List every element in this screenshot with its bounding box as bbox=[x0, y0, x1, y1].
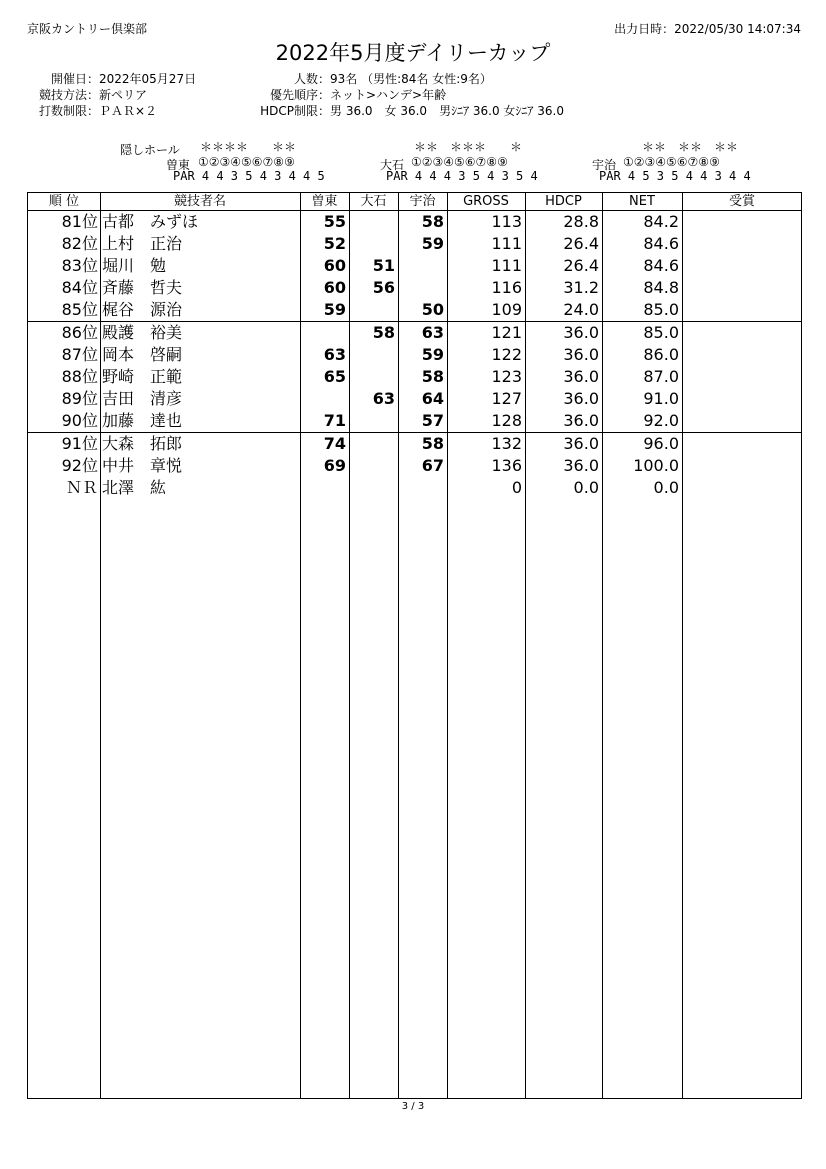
cell-name: 大森 拓郎 bbox=[102, 434, 183, 453]
cell-uji: 63 bbox=[421, 323, 444, 342]
course-oishi-par: PAR 4 4 4 3 5 4 3 5 4 bbox=[386, 169, 538, 183]
cell-rank: 89位 bbox=[61, 389, 98, 408]
cell-sotou bbox=[300, 389, 346, 409]
cell-name: 上村 正治 bbox=[102, 234, 183, 253]
method-label: 競技方法： bbox=[38, 88, 99, 102]
cell-net: 100.0 bbox=[633, 456, 679, 475]
hdcp-label: HDCP制限： bbox=[260, 104, 330, 118]
cell-net: 85.0 bbox=[643, 300, 679, 319]
cell-name: 岡本 啓嗣 bbox=[102, 345, 183, 364]
col-gross: GROSS bbox=[463, 194, 509, 209]
cell-award bbox=[682, 411, 800, 431]
limit-label: 打数制限： bbox=[38, 104, 99, 118]
cell-net: 84.8 bbox=[643, 278, 679, 297]
cell-award bbox=[682, 278, 800, 298]
cell-rank: 88位 bbox=[61, 367, 98, 386]
cell-name: 梶谷 源治 bbox=[102, 300, 183, 319]
cell-award bbox=[682, 234, 800, 254]
cell-oishi: 63 bbox=[372, 389, 395, 408]
cell-award bbox=[682, 456, 800, 476]
cell-award bbox=[682, 389, 800, 409]
cell-uji bbox=[398, 278, 444, 298]
page-number: 3 / 3 bbox=[401, 1101, 425, 1112]
cell-sotou: 69 bbox=[323, 456, 346, 475]
cell-net: 87.0 bbox=[643, 367, 679, 386]
course-uji-numbers: ①②③④⑤⑥⑦⑧⑨ bbox=[623, 155, 720, 169]
cell-gross: 136 bbox=[491, 456, 522, 475]
club-name: 京阪カントリー倶楽部 bbox=[27, 22, 148, 36]
cell-oishi bbox=[349, 345, 395, 365]
cell-sotou: 63 bbox=[323, 345, 346, 364]
cell-sotou bbox=[300, 323, 346, 343]
col-rank: 順 位 bbox=[48, 194, 80, 209]
cell-sotou: 71 bbox=[323, 411, 346, 430]
course-oishi-name: 大石 bbox=[380, 158, 405, 172]
cell-name: 野崎 正範 bbox=[102, 367, 183, 386]
cell-uji: 64 bbox=[421, 389, 444, 408]
cell-sotou: 74 bbox=[323, 434, 346, 453]
col-net: NET bbox=[629, 194, 655, 209]
results-table bbox=[27, 192, 802, 1099]
cell-gross: 132 bbox=[491, 434, 522, 453]
cell-name: 北澤 紘 bbox=[102, 478, 167, 497]
cell-sotou: 52 bbox=[323, 234, 346, 253]
cell-rank: 82位 bbox=[61, 234, 98, 253]
output-datetime: 出力日時：2022/05/30 14:07:34 bbox=[614, 22, 801, 36]
cell-award bbox=[682, 323, 800, 343]
course-sotou-numbers: ①②③④⑤⑥⑦⑧⑨ bbox=[198, 155, 295, 169]
cell-rank: 85位 bbox=[61, 300, 98, 319]
cell-hdcp: 26.4 bbox=[563, 256, 599, 275]
cell-hdcp: 36.0 bbox=[563, 411, 599, 430]
cell-name: 斉藤 哲夫 bbox=[102, 278, 183, 297]
cell-gross: 0 bbox=[511, 478, 522, 497]
info-date bbox=[27, 70, 196, 87]
cell-award bbox=[682, 434, 800, 454]
cell-name: 古都 みずほ bbox=[102, 212, 199, 231]
cell-net: 85.0 bbox=[643, 323, 679, 342]
cell-hdcp: 36.0 bbox=[563, 367, 599, 386]
cell-gross: 123 bbox=[491, 367, 522, 386]
cell-hdcp: 36.0 bbox=[563, 434, 599, 453]
col-award: 受賞 bbox=[728, 194, 755, 209]
cell-gross: 111 bbox=[491, 256, 522, 275]
cell-name: 中井 章悦 bbox=[102, 456, 183, 475]
col-hdcp: HDCP bbox=[545, 194, 582, 209]
date-label: 開催日： bbox=[50, 72, 99, 86]
course-oishi-numbers: ①②③④⑤⑥⑦⑧⑨ bbox=[411, 155, 508, 169]
cell-hdcp: 0.0 bbox=[573, 478, 599, 497]
col-sotou: 曽東 bbox=[311, 194, 338, 209]
date-value: 2022年05月27日 bbox=[99, 72, 197, 86]
cell-net: 86.0 bbox=[643, 345, 679, 364]
course-sotou-name: 曽東 bbox=[166, 158, 191, 172]
cell-oishi: 58 bbox=[372, 323, 395, 342]
cell-sotou: 65 bbox=[323, 367, 346, 386]
course-uji-name: 宇治 bbox=[592, 158, 617, 172]
cell-gross: 109 bbox=[491, 300, 522, 319]
cell-gross: 121 bbox=[491, 323, 522, 342]
cell-gross: 128 bbox=[491, 411, 522, 430]
cell-award bbox=[682, 300, 800, 320]
cell-uji: 58 bbox=[421, 367, 444, 386]
cell-rank: 83位 bbox=[61, 256, 98, 275]
cell-gross: 122 bbox=[491, 345, 522, 364]
cell-uji: 58 bbox=[421, 434, 444, 453]
cell-award bbox=[682, 367, 800, 387]
cell-oishi bbox=[349, 456, 395, 476]
cell-oishi bbox=[349, 478, 395, 498]
cell-sotou: 60 bbox=[323, 256, 346, 275]
cell-sotou: 55 bbox=[323, 212, 346, 231]
cell-name: 堀川 勉 bbox=[102, 256, 167, 275]
cell-net: 0.0 bbox=[653, 478, 679, 497]
cell-gross: 116 bbox=[491, 278, 522, 297]
cell-uji bbox=[398, 256, 444, 276]
cell-oishi bbox=[349, 212, 395, 232]
course-uji-stars: ＊＊ ＊＊ ＊＊ bbox=[642, 140, 739, 154]
cell-rank: 81位 bbox=[61, 212, 98, 231]
cell-uji: 59 bbox=[421, 345, 444, 364]
cell-sotou: 59 bbox=[323, 300, 346, 319]
cell-rank: 86位 bbox=[61, 323, 98, 342]
cell-uji: 57 bbox=[421, 411, 444, 430]
cell-award bbox=[682, 256, 800, 276]
cell-oishi bbox=[349, 434, 395, 454]
info-limit bbox=[27, 102, 157, 119]
limit-value: ＰＡＲ×２ bbox=[99, 104, 158, 118]
hdcp-value: 男 36.0 女 36.0 男ｼﾆｱ 36.0 女ｼﾆｱ 36.0 bbox=[330, 104, 564, 118]
cell-rank: 92位 bbox=[61, 456, 98, 475]
course-oishi-stars: ＊＊ ＊＊＊ ＊ bbox=[414, 140, 523, 154]
cell-net: 84.2 bbox=[643, 212, 679, 231]
page-title: 2022年5月度デイリーカップ bbox=[275, 41, 551, 65]
course-sotou-par: PAR 4 4 3 5 4 3 4 4 5 bbox=[173, 169, 325, 183]
course-uji-par: PAR 4 5 3 5 4 4 3 4 4 bbox=[599, 169, 751, 183]
info-method bbox=[27, 86, 147, 103]
cell-oishi: 51 bbox=[372, 256, 395, 275]
cell-hdcp: 26.4 bbox=[563, 234, 599, 253]
hidden-holes-label: 隠しホール bbox=[120, 143, 180, 157]
cell-name: 吉田 清彦 bbox=[102, 389, 183, 408]
cell-oishi: 56 bbox=[372, 278, 395, 297]
cell-name: 加藤 達也 bbox=[102, 411, 183, 430]
cell-uji: 67 bbox=[421, 456, 444, 475]
cell-uji bbox=[398, 478, 444, 498]
cell-rank: 91位 bbox=[61, 434, 98, 453]
course-sotou-stars: ＊＊＊＊ ＊＊ bbox=[200, 140, 297, 154]
cell-uji: 50 bbox=[421, 300, 444, 319]
method-value: 新ペリア bbox=[99, 88, 148, 102]
cell-rank: 87位 bbox=[61, 345, 98, 364]
cell-oishi bbox=[349, 300, 395, 320]
priority-value: ネット>ハンデ>年齢 bbox=[330, 88, 447, 102]
priority-label: 優先順序： bbox=[269, 88, 330, 102]
cell-hdcp: 24.0 bbox=[563, 300, 599, 319]
cell-rank: 84位 bbox=[61, 278, 98, 297]
cell-oishi bbox=[349, 411, 395, 431]
cell-gross: 113 bbox=[491, 212, 522, 231]
cell-net: 84.6 bbox=[643, 256, 679, 275]
col-name: 競技者名 bbox=[173, 194, 226, 209]
cell-sotou: 60 bbox=[323, 278, 346, 297]
cell-sotou bbox=[300, 478, 346, 498]
col-oishi: 大石 bbox=[360, 194, 387, 209]
cell-oishi bbox=[349, 367, 395, 387]
col-uji: 宇治 bbox=[409, 194, 436, 209]
cell-gross: 127 bbox=[491, 389, 522, 408]
cell-uji: 58 bbox=[421, 212, 444, 231]
cell-rank: 90位 bbox=[61, 411, 98, 430]
cell-award bbox=[682, 478, 800, 498]
cell-net: 92.0 bbox=[643, 411, 679, 430]
cell-hdcp: 36.0 bbox=[563, 456, 599, 475]
cell-rank: ＮＲ bbox=[65, 478, 98, 497]
cell-name: 殿護 裕美 bbox=[102, 323, 183, 342]
cell-uji: 59 bbox=[421, 234, 444, 253]
cell-net: 91.0 bbox=[643, 389, 679, 408]
cell-hdcp: 28.8 bbox=[563, 212, 599, 231]
cell-award bbox=[682, 212, 800, 232]
cell-hdcp: 36.0 bbox=[563, 389, 599, 408]
info-priority bbox=[258, 86, 446, 103]
cell-hdcp: 31.2 bbox=[563, 278, 599, 297]
info-hdcp bbox=[258, 102, 564, 119]
count-label: 人数： bbox=[293, 72, 330, 86]
cell-award bbox=[682, 345, 800, 365]
cell-gross: 111 bbox=[491, 234, 522, 253]
cell-oishi bbox=[349, 234, 395, 254]
cell-net: 96.0 bbox=[643, 434, 679, 453]
count-value: 93名 （男性:84名 女性:9名） bbox=[330, 72, 492, 86]
cell-net: 84.6 bbox=[643, 234, 679, 253]
cell-hdcp: 36.0 bbox=[563, 345, 599, 364]
cell-hdcp: 36.0 bbox=[563, 323, 599, 342]
info-count bbox=[258, 70, 492, 87]
